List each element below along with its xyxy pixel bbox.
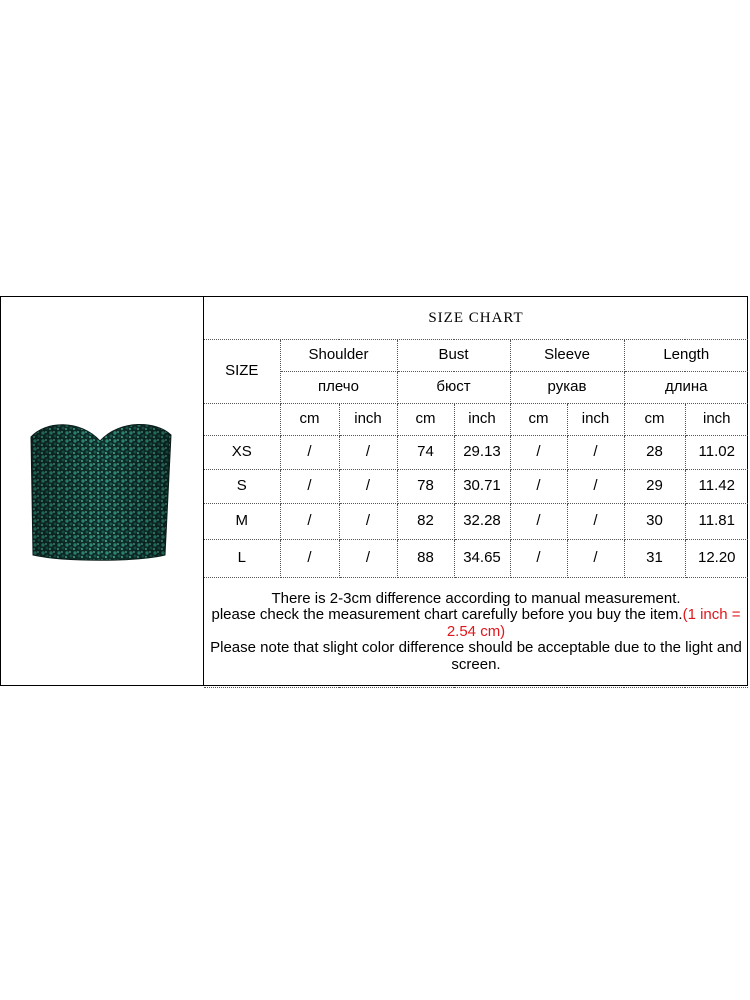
value-cell: / <box>339 539 397 577</box>
header-sleeve: Sleeve <box>510 339 624 371</box>
value-cell: 74 <box>397 435 454 469</box>
value-cell: / <box>567 539 624 577</box>
value-cell: 31 <box>624 539 685 577</box>
value-cell: 78 <box>397 469 454 503</box>
value-cell: / <box>510 469 567 503</box>
table-row <box>204 469 748 503</box>
unit-inch: inch <box>454 403 510 435</box>
value-cell: / <box>567 503 624 539</box>
value-cell: 82 <box>397 503 454 539</box>
value-cell: 12.20 <box>685 539 748 577</box>
header-bust-ru: бюст <box>397 371 510 403</box>
value-cell: 34.65 <box>454 539 510 577</box>
unit-cm: cm <box>510 403 567 435</box>
unit-cm: cm <box>397 403 454 435</box>
value-cell: / <box>280 539 339 577</box>
unit-inch: inch <box>567 403 624 435</box>
note-measurement: There is 2-3cm difference according to manual measurement. <box>271 589 681 607</box>
size-cell: M <box>204 503 280 539</box>
size-table <box>204 297 748 688</box>
value-cell: 11.81 <box>685 503 748 539</box>
header-sleeve-ru: рукав <box>510 371 624 403</box>
note-check-chart <box>204 607 748 640</box>
value-cell: 88 <box>397 539 454 577</box>
value-cell: 30.71 <box>454 469 510 503</box>
size-cell: L <box>204 539 280 577</box>
value-cell: 29 <box>624 469 685 503</box>
note-inch-conversion: (1 inch = 2.54 cm) <box>446 606 741 640</box>
table-row <box>204 435 748 469</box>
header-length-ru: длина <box>624 371 748 403</box>
table-row <box>204 539 748 577</box>
value-cell: / <box>339 435 397 469</box>
chart-title: SIZE CHART <box>204 297 748 339</box>
table-row <box>204 503 748 539</box>
note-color-difference: Please note that slight color difference should be acceptable due to the light and screen. <box>210 639 742 673</box>
unit-spacer <box>204 403 280 435</box>
header-shoulder-ru: плечо <box>280 371 397 403</box>
note-check-chart-text: please check the measurement chart carefully before you buy the item. <box>211 606 683 624</box>
value-cell: / <box>280 469 339 503</box>
value-cell: 29.13 <box>454 435 510 469</box>
unit-cm: cm <box>624 403 685 435</box>
value-cell: / <box>339 469 397 503</box>
value-cell: 32.28 <box>454 503 510 539</box>
notes-cell <box>204 577 748 687</box>
sequin-bandeau-top-icon <box>25 415 175 567</box>
size-column-label: SIZE <box>204 339 280 403</box>
unit-inch: inch <box>685 403 748 435</box>
header-length: Length <box>624 339 748 371</box>
value-cell: / <box>510 435 567 469</box>
size-cell: S <box>204 469 280 503</box>
value-cell: 11.42 <box>685 469 748 503</box>
header-bust: Bust <box>397 339 510 371</box>
size-chart-frame <box>0 296 748 686</box>
value-cell: / <box>280 435 339 469</box>
product-photo-cell <box>1 297 204 685</box>
header-shoulder: Shoulder <box>280 339 397 371</box>
value-cell: 11.02 <box>685 435 748 469</box>
value-cell: / <box>510 503 567 539</box>
value-cell: / <box>280 503 339 539</box>
value-cell: 28 <box>624 435 685 469</box>
size-cell: XS <box>204 435 280 469</box>
unit-inch: inch <box>339 403 397 435</box>
value-cell: / <box>567 469 624 503</box>
value-cell: 30 <box>624 503 685 539</box>
unit-cm: cm <box>280 403 339 435</box>
value-cell: / <box>510 539 567 577</box>
value-cell: / <box>567 435 624 469</box>
value-cell: / <box>339 503 397 539</box>
